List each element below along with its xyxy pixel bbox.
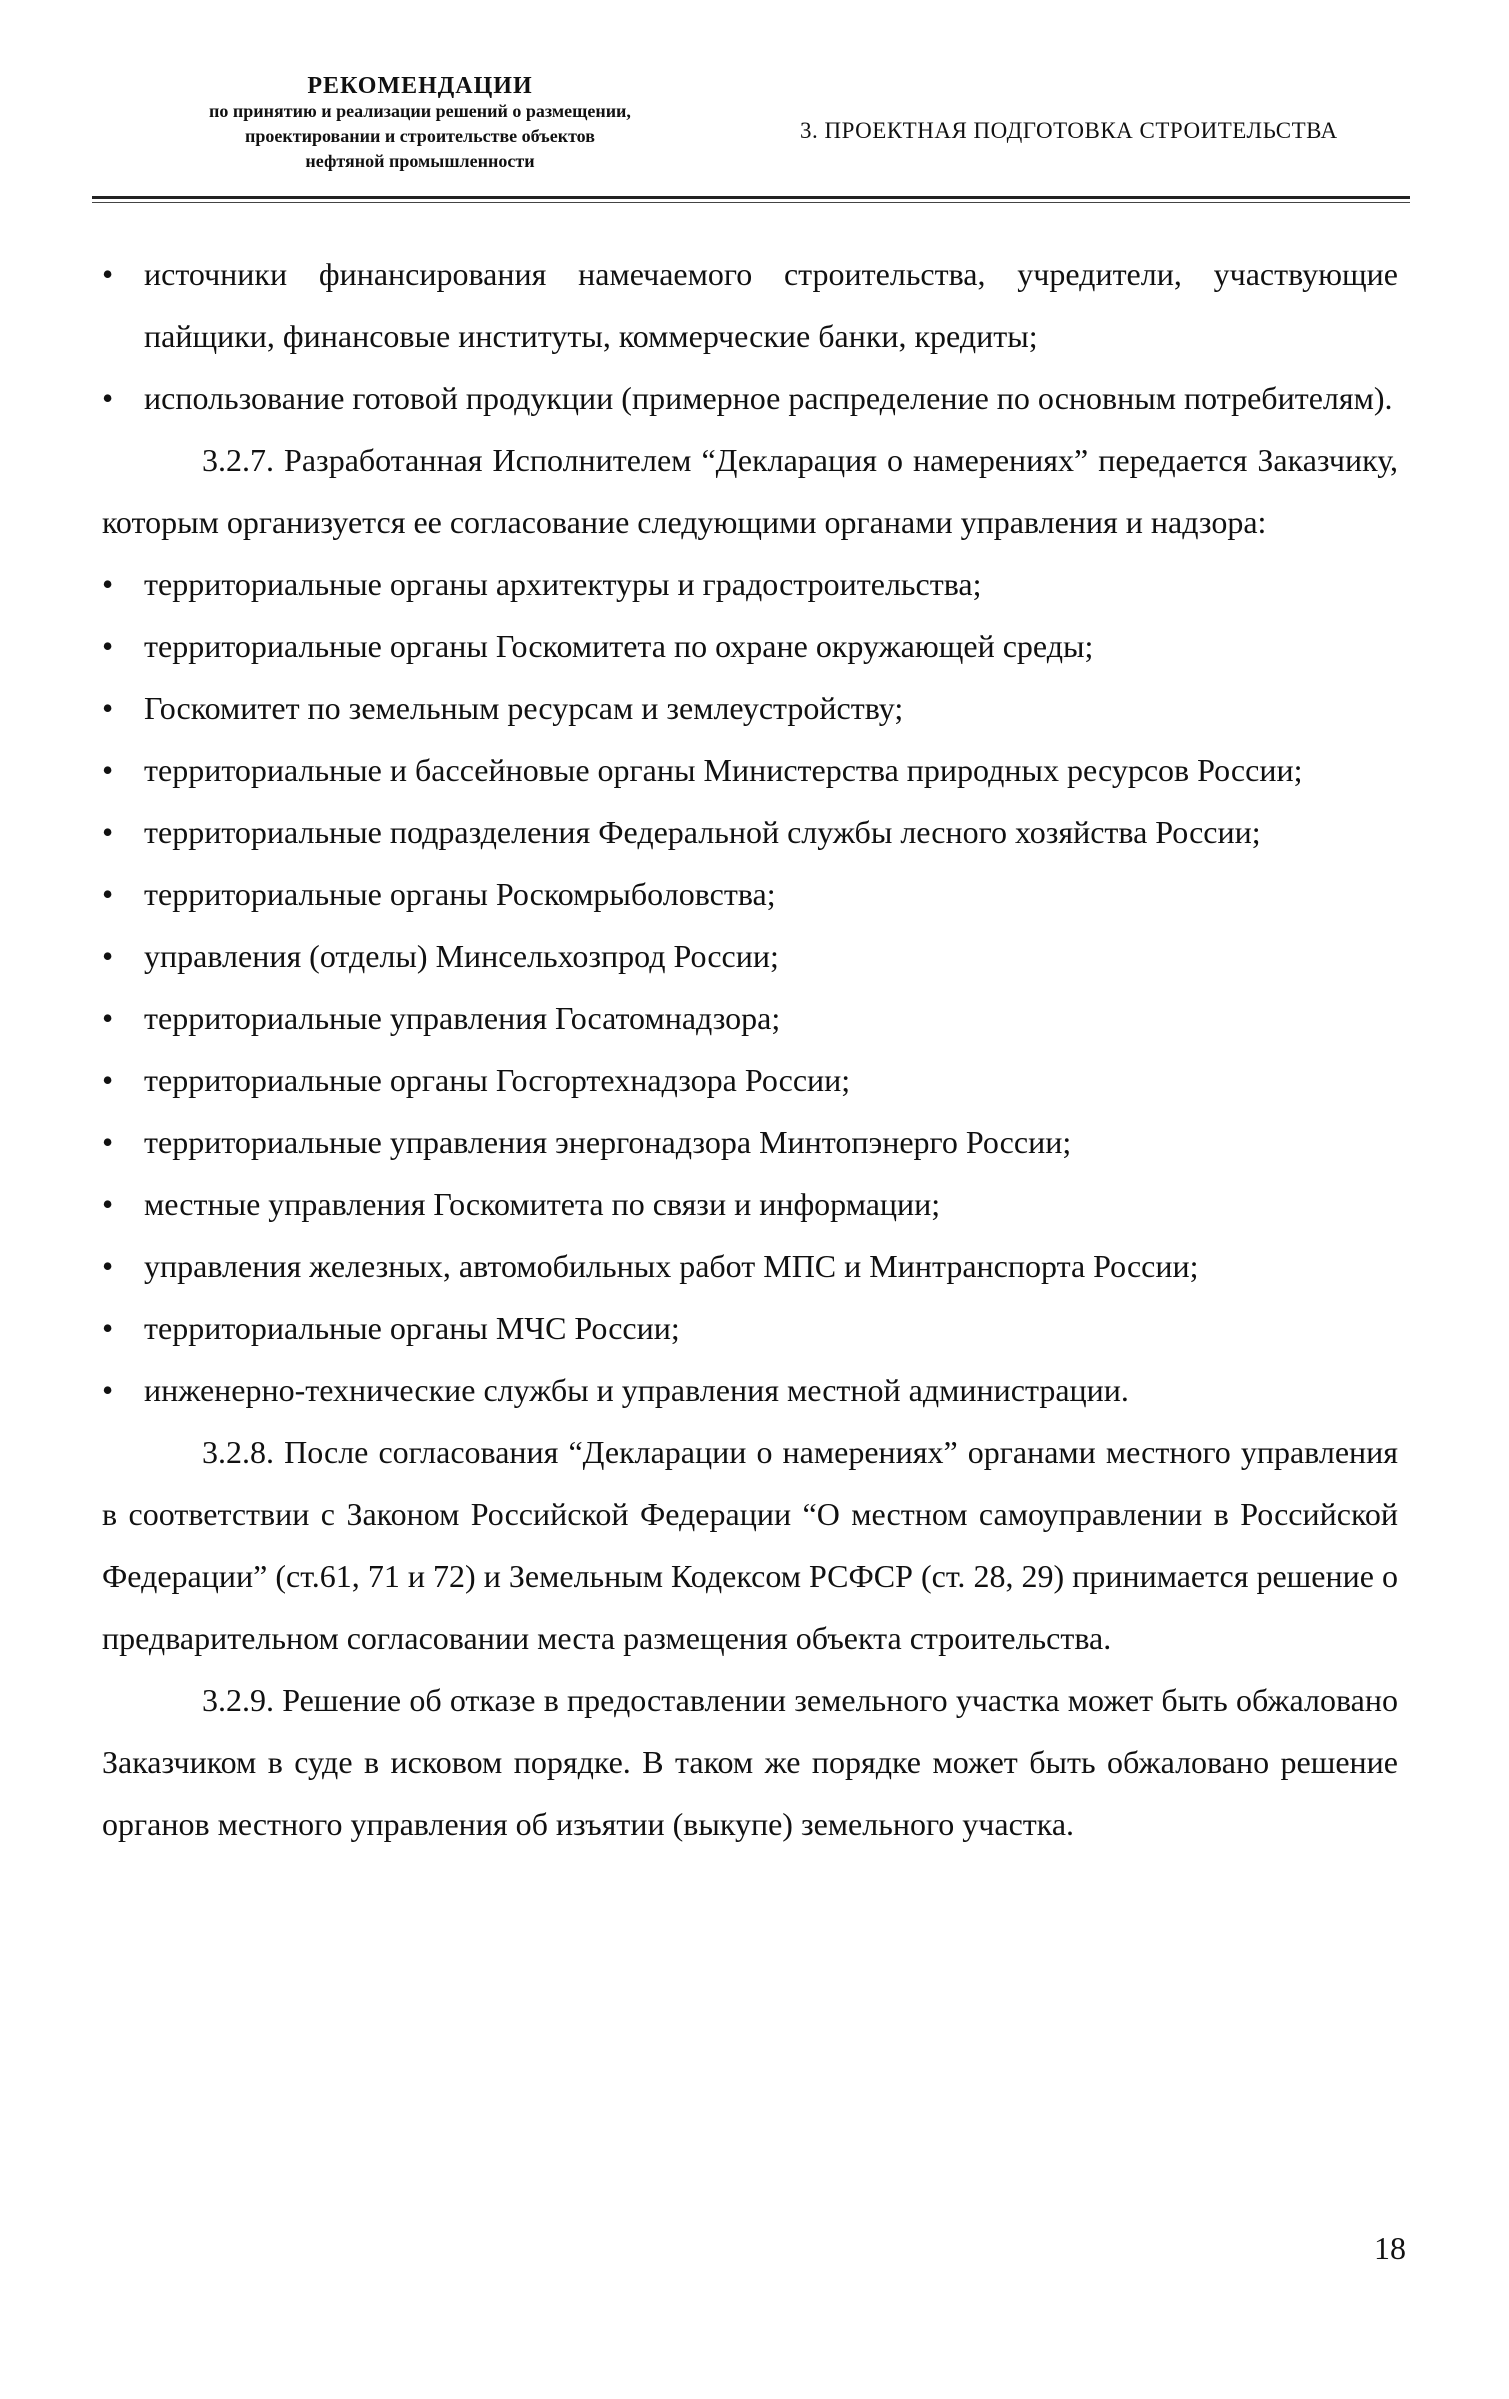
list-item — [102, 1049, 1398, 1111]
list-item-text: территориальные органы Госкомитета по охране окружающей среды; — [144, 628, 1094, 664]
list-item-text: территориальные и бассейновые органы Министерства природных ресурсов России; — [144, 752, 1303, 788]
list-item — [102, 1173, 1398, 1235]
list-item-text: управления железных, автомобильных работ МПС и Минтранспорта России; — [144, 1248, 1199, 1284]
bullet-icon: • — [102, 1062, 114, 1098]
header-subtitle-line-2: проектировании и строительстве объектов — [245, 126, 595, 146]
list-item-text: территориальные подразделения Федеральной службы лесного хозяйства России; — [144, 814, 1261, 850]
bullet-icon: • — [102, 380, 114, 416]
list-item-text: местные управления Госкомитета по связи и информации; — [144, 1186, 941, 1222]
bullet-icon: • — [102, 628, 114, 664]
bullet-icon: • — [102, 1186, 114, 1222]
list-item-text: инженерно-технические службы и управления местной администрации. — [144, 1372, 1129, 1408]
bullet-icon: • — [102, 1124, 114, 1160]
header-title: РЕКОМЕНДАЦИИ — [307, 73, 533, 99]
list-item-text: территориальные органы Роскомрыболовства; — [144, 876, 776, 912]
bullet-icon: • — [102, 1248, 114, 1284]
paragraph-3-2-8: 3.2.8. После согласования “Декларации о намерениях” органами местного управления в соответствии с Законом Российской Федерации “О местном самоуправлении в Российской Федерации” (ст.61, 71 и 72) и Земельным Кодексом РСФСР (ст. 28, 29) принимается решение о предварительном согласовании места размещения объекта строительства. — [102, 1434, 1398, 1656]
header-subtitle-line-3: нефтяной промышленности — [305, 151, 535, 171]
bullet-icon: • — [102, 752, 114, 788]
bullet-icon: • — [102, 1000, 114, 1036]
list-item-text: источники финансирования намечаемого строительства, учредители, участвующие пайщики, финансовые институты, коммерческие банки, кредиты; — [144, 256, 1398, 354]
bullet-icon: • — [102, 566, 114, 602]
list-item-text: территориальные органы архитектуры и градостроительства; — [144, 566, 982, 602]
page-number: 18 — [1374, 2230, 1406, 2266]
list-item — [102, 243, 1398, 367]
list-item — [102, 1297, 1398, 1359]
bullet-icon: • — [102, 256, 114, 292]
paragraph-3-2-9: 3.2.9. Решение об отказе в предоставлении земельного участка может быть обжаловано Заказчиком в суде в исковом порядке. В таком же порядке может быть обжаловано решение органов местного управления об изъятии (выкупе) земельного участка. — [102, 1682, 1398, 1842]
list-item — [102, 1359, 1398, 1421]
list-item — [102, 677, 1398, 739]
list-item-text: использование готовой продукции (примерное распределение по основным потребителям). — [144, 380, 1393, 416]
list-item — [102, 987, 1398, 1049]
document-body — [102, 243, 1398, 1855]
bullet-icon: • — [102, 1310, 114, 1346]
header-divider-thin — [92, 202, 1410, 203]
funding-list — [102, 243, 1398, 429]
list-item-text: территориальные управления энергонадзора Минтопэнерго России; — [144, 1124, 1072, 1160]
list-item — [102, 367, 1398, 429]
list-item-text: территориальные органы МЧС России; — [144, 1310, 680, 1346]
header-section-title: 3. ПРОЕКТНАЯ ПОДГОТОВКА СТРОИТЕЛЬСТВА — [800, 118, 1338, 143]
bullet-icon: • — [102, 690, 114, 726]
list-item — [102, 1111, 1398, 1173]
list-item — [102, 739, 1398, 801]
bullet-icon: • — [102, 938, 114, 974]
approval-authorities-list — [102, 553, 1398, 1421]
header-subtitle-line-1: по принятию и реализации решений о размещении, — [209, 101, 631, 121]
list-item — [102, 801, 1398, 863]
paragraph-3-2-7: 3.2.7. Разработанная Исполнителем “Декларация о намерениях” передается Заказчику, которым организуется ее согласование следующими органами управления и надзора: — [102, 442, 1398, 540]
list-item — [102, 553, 1398, 615]
list-item-text: Госкомитет по земельным ресурсам и землеустройству; — [144, 690, 904, 726]
bullet-icon: • — [102, 876, 114, 912]
bullet-icon: • — [102, 1372, 114, 1408]
list-item — [102, 615, 1398, 677]
list-item-text: территориальные управления Госатомнадзора; — [144, 1000, 781, 1036]
bullet-icon: • — [102, 814, 114, 850]
list-item-text: управления (отделы) Минсельхозпрод России; — [144, 938, 779, 974]
list-item-text: территориальные органы Госгортехнадзора России; — [144, 1062, 851, 1098]
list-item — [102, 863, 1398, 925]
header-document-title — [120, 74, 720, 174]
header-divider — [92, 196, 1410, 199]
list-item — [102, 1235, 1398, 1297]
list-item — [102, 925, 1398, 987]
